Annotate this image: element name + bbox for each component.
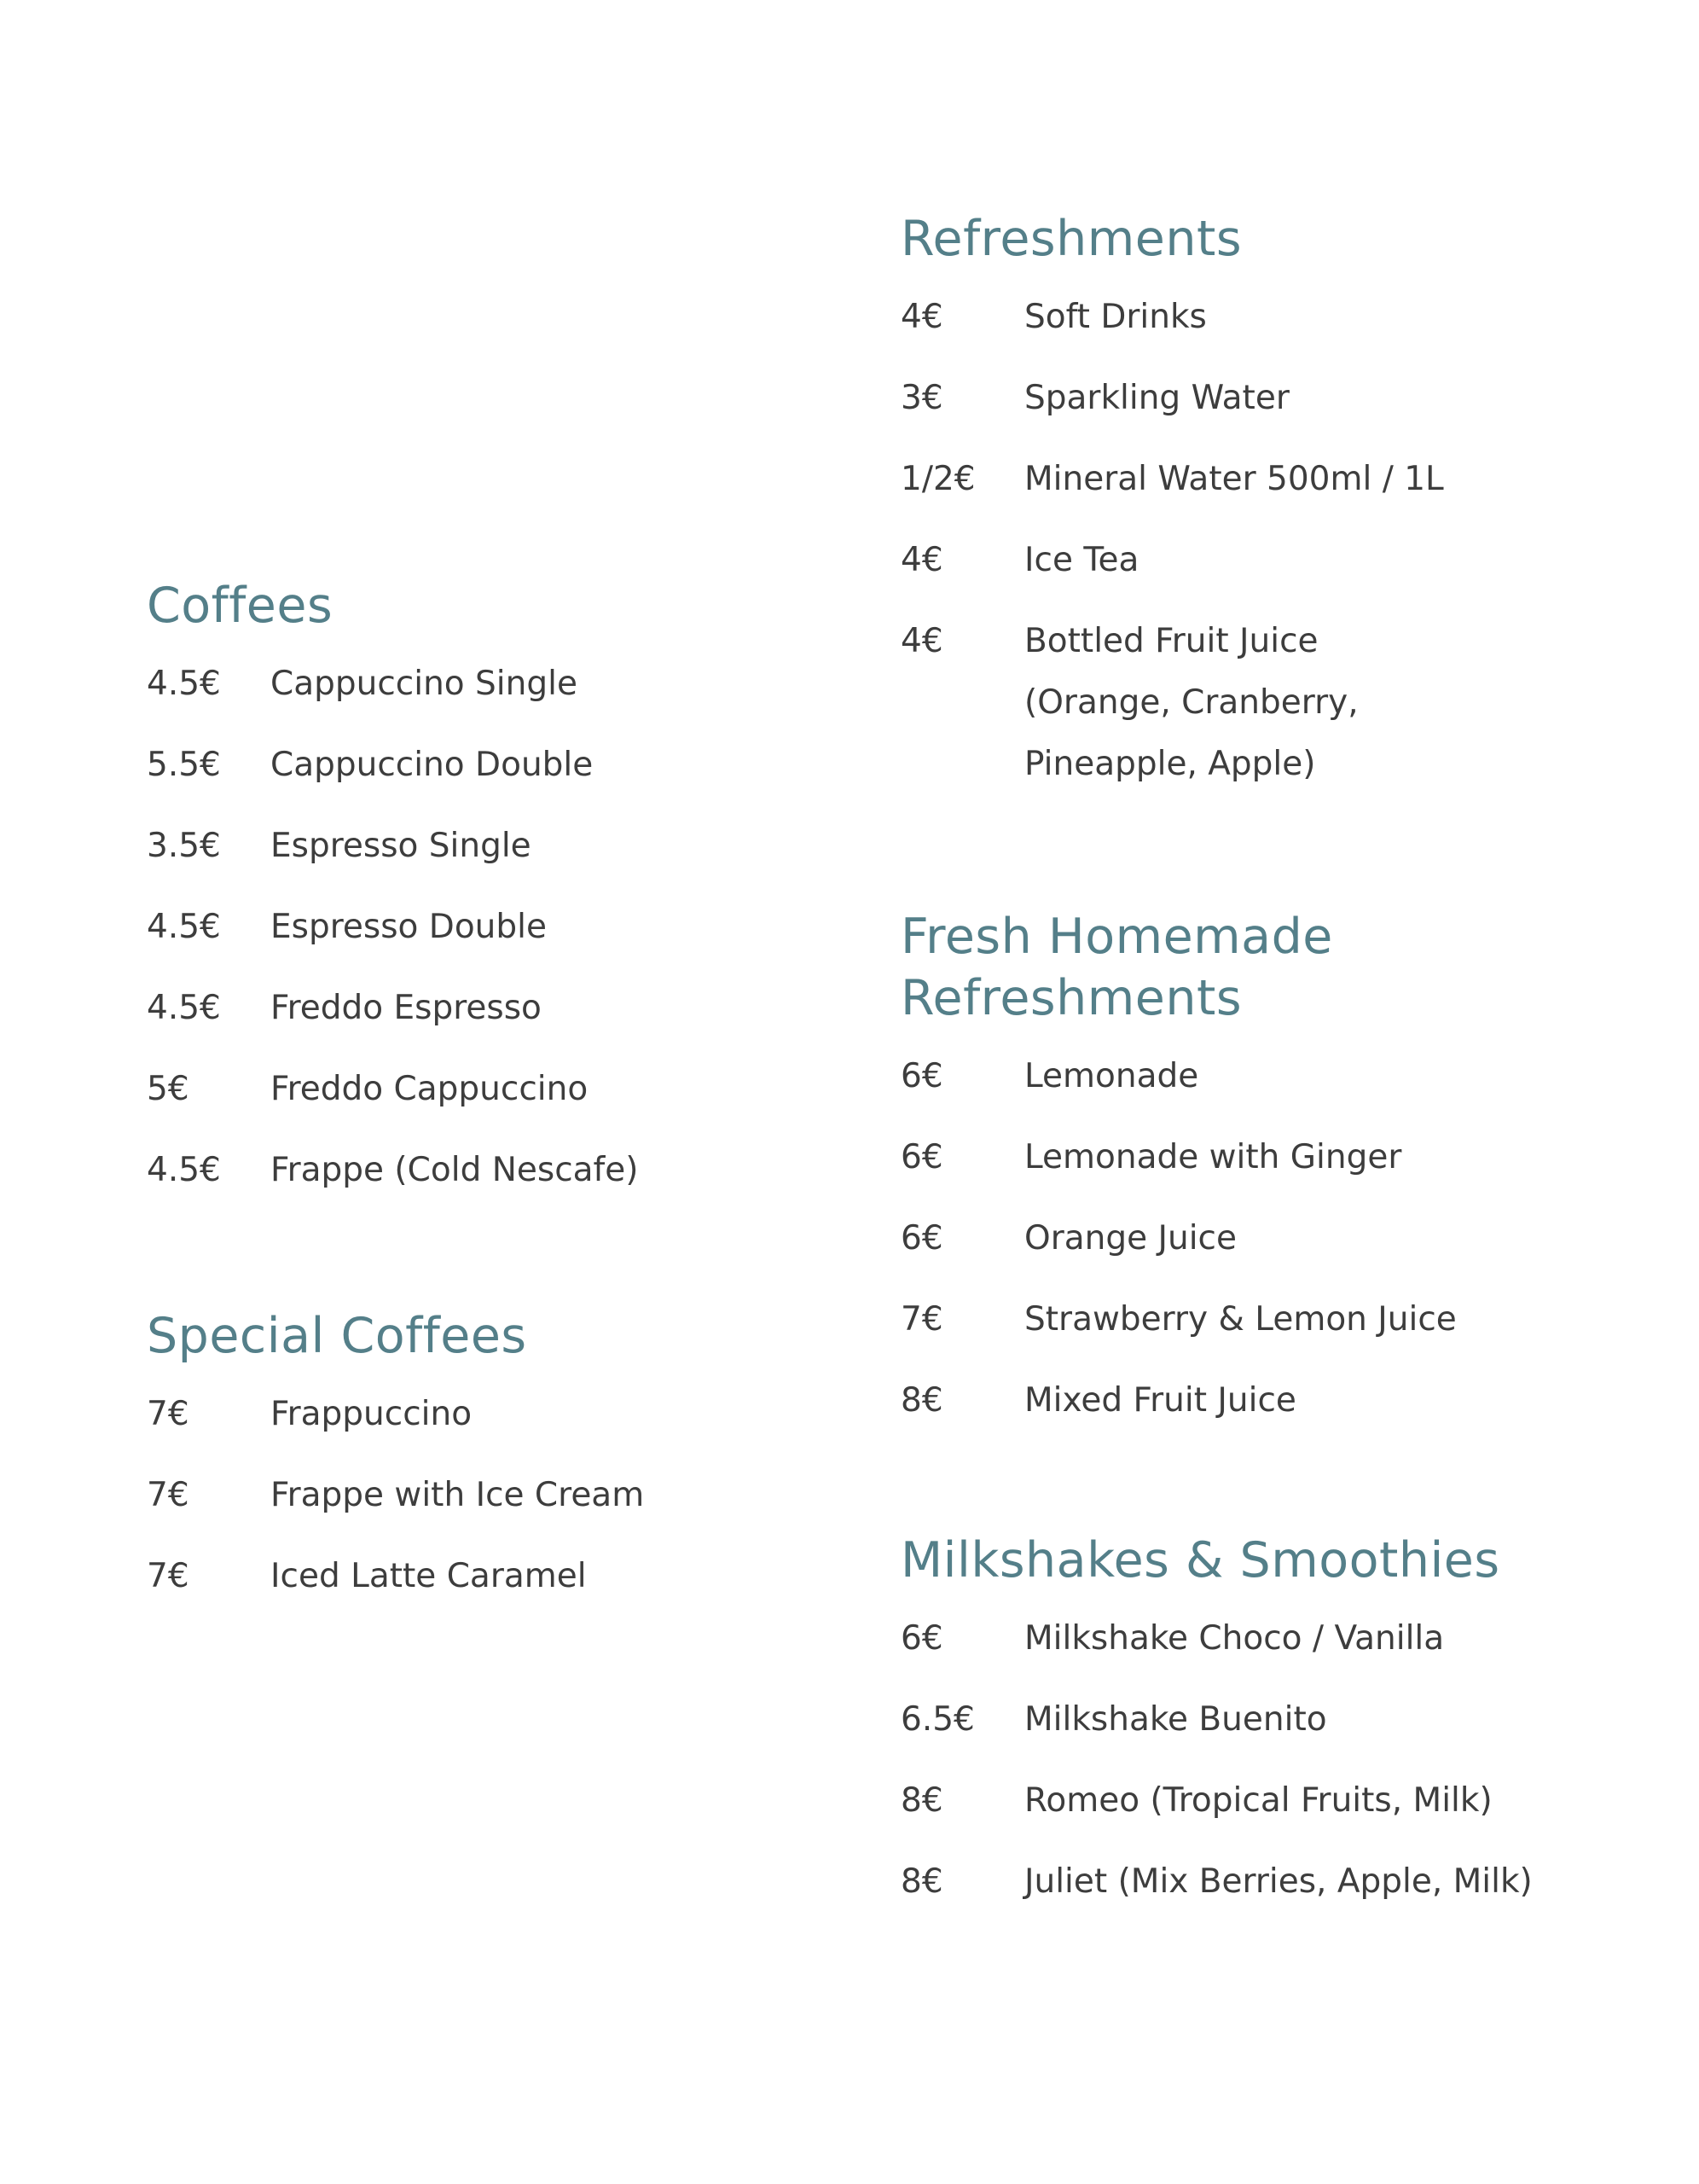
menu-item [147, 1140, 812, 1201]
item-name [1024, 611, 1566, 795]
menu-item [901, 287, 1566, 348]
item-name: Romeo (Tropical Fruits, Milk) [1024, 1781, 1493, 1820]
item-price: 4€ [901, 541, 943, 579]
item-price: 1/2€ [901, 460, 976, 498]
menu-item [901, 1289, 1566, 1350]
refreshments-list [901, 287, 1566, 795]
fresh-homemade-section [901, 906, 1566, 1451]
item-name: Cappuccino Single [270, 665, 577, 703]
item-name: Soft Drinks [1024, 298, 1207, 336]
item-price: 7€ [147, 1557, 189, 1595]
menu-item [901, 530, 1566, 591]
item-name: Lemonade [1024, 1057, 1199, 1095]
item-name-line: Bottled Fruit Juice [1024, 622, 1319, 660]
item-name: Strawberry & Lemon Juice [1024, 1300, 1457, 1339]
coffees-title: Coffees [147, 578, 333, 634]
menu-item [147, 653, 812, 715]
menu-item [147, 816, 812, 877]
coffees-section [147, 575, 812, 1221]
special-coffees-section [147, 1305, 812, 1627]
fresh-homemade-title [901, 906, 1566, 1029]
item-name: Frappuccino [270, 1395, 473, 1433]
item-name: Espresso Single [270, 827, 531, 865]
fresh-homemade-list [901, 1046, 1566, 1432]
item-name: Orange Juice [1024, 1219, 1237, 1258]
refreshments-section [901, 208, 1566, 815]
item-name: Sparkling Water [1024, 379, 1290, 417]
item-name: Freddo Espresso [270, 989, 542, 1027]
item-name: Lemonade with Ginger [1024, 1138, 1402, 1176]
item-price: 6€ [901, 1219, 943, 1258]
coffees-list [147, 653, 812, 1201]
item-price: 4€ [901, 622, 943, 660]
item-name: Juliet (Mix Berries, Apple, Milk) [1024, 1862, 1533, 1901]
item-price: 4.5€ [147, 665, 221, 703]
item-price: 6.5€ [901, 1700, 975, 1739]
special-coffees-title: Special Coffees [147, 1308, 527, 1364]
item-price: 4€ [901, 298, 943, 336]
refreshments-title: Refreshments [901, 211, 1243, 267]
title-line: Refreshments [901, 970, 1243, 1026]
item-price: 5.5€ [147, 746, 221, 784]
item-price: 7€ [147, 1476, 189, 1514]
menu-item [901, 449, 1566, 510]
item-price: 8€ [901, 1862, 943, 1901]
menu-item [147, 1546, 812, 1607]
item-name: Cappuccino Double [270, 746, 594, 784]
item-name: Ice Tea [1024, 541, 1139, 579]
item-name-line: Pineapple, Apple) [1024, 745, 1316, 783]
item-price: 3€ [901, 379, 943, 417]
item-price: 4.5€ [147, 908, 221, 946]
item-name: Frappe with Ice Cream [270, 1476, 645, 1514]
item-name: Mixed Fruit Juice [1024, 1381, 1296, 1420]
menu-item [901, 368, 1566, 429]
item-name-line: (Orange, Cranberry, [1024, 683, 1359, 722]
menu-item [901, 1770, 1566, 1832]
title-line: Fresh Homemade [901, 909, 1333, 965]
item-price: 8€ [901, 1381, 943, 1420]
item-price: 6€ [901, 1619, 943, 1658]
menu-item [147, 897, 812, 958]
item-price: 6€ [901, 1138, 943, 1176]
menu-item [901, 1127, 1566, 1188]
menu-item [901, 1046, 1566, 1107]
item-name: Milkshake Buenito [1024, 1700, 1327, 1739]
menu-item [901, 1608, 1566, 1670]
menu-item [901, 611, 1566, 795]
menu-item [901, 1851, 1566, 1913]
menu-item [147, 735, 812, 796]
menu-item [147, 1059, 812, 1120]
item-name: Espresso Double [270, 908, 547, 946]
item-name: Frappe (Cold Nescafe) [270, 1151, 639, 1189]
menu-item [147, 1465, 812, 1526]
item-name: Iced Latte Caramel [270, 1557, 587, 1595]
item-price: 4.5€ [147, 1151, 221, 1189]
milkshakes-list [901, 1608, 1566, 1913]
menu-item [901, 1689, 1566, 1751]
item-price: 3.5€ [147, 827, 221, 865]
item-name: Freddo Cappuccino [270, 1070, 589, 1108]
item-price: 7€ [147, 1395, 189, 1433]
item-price: 4.5€ [147, 989, 221, 1027]
menu-item [901, 1370, 1566, 1432]
item-price: 7€ [901, 1300, 943, 1339]
milkshakes-section [901, 1530, 1566, 1932]
item-price: 5€ [147, 1070, 189, 1108]
special-coffees-list [147, 1384, 812, 1607]
item-name: Milkshake Choco / Vanilla [1024, 1619, 1445, 1658]
item-price: 8€ [901, 1781, 943, 1820]
menu-item [147, 978, 812, 1039]
item-price: 6€ [901, 1057, 943, 1095]
menu-item [147, 1384, 812, 1445]
menu-item [901, 1208, 1566, 1269]
item-name: Mineral Water 500ml / 1L [1024, 460, 1444, 498]
milkshakes-title: Milkshakes & Smoothies [901, 1532, 1500, 1589]
